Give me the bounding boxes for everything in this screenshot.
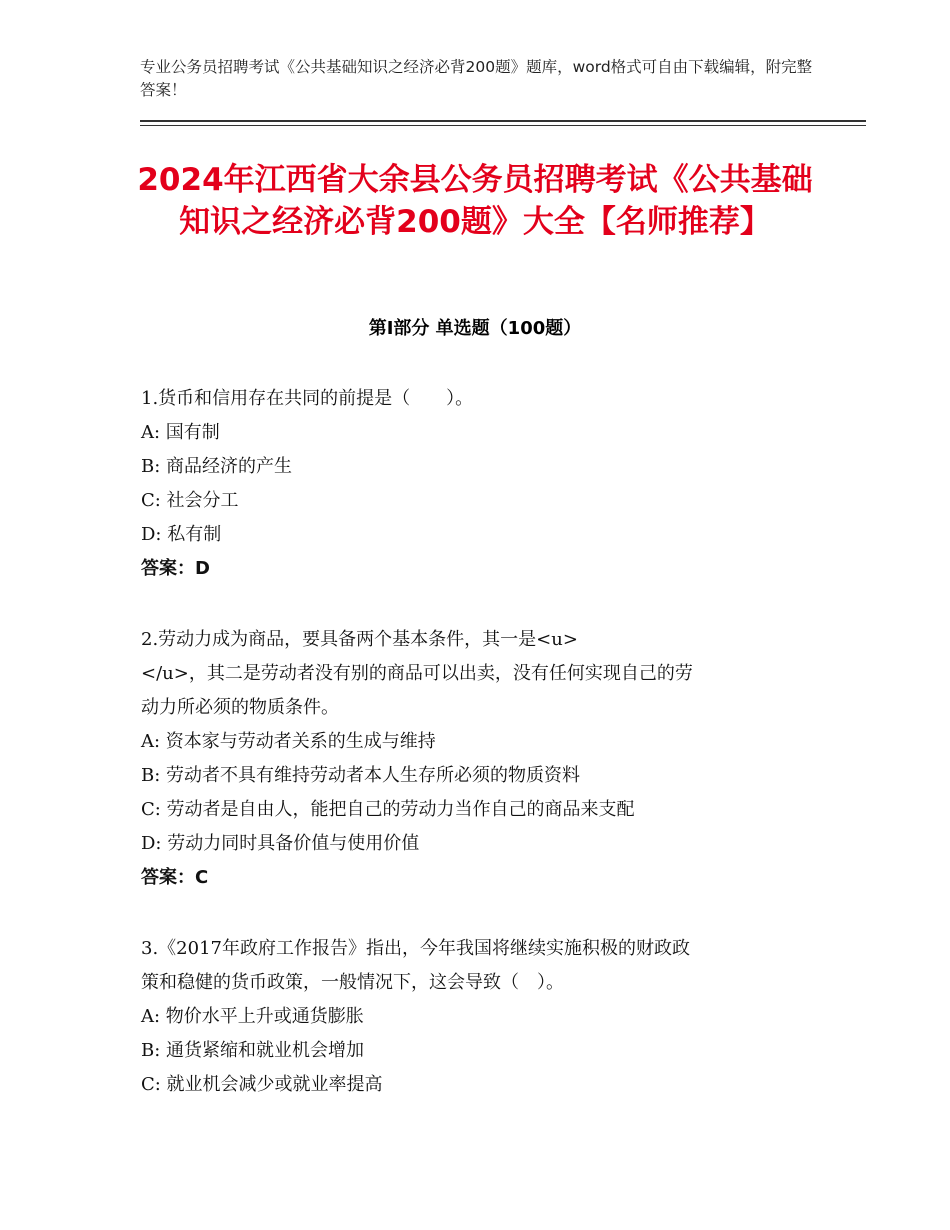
header-note: 专业公务员招聘考试《公共基础知识之经济必背200题》题库，word格式可自由下载编辑，附完整答案！ bbox=[140, 58, 813, 99]
question-stem-line: 动力所必须的物质条件。 bbox=[141, 697, 339, 718]
option-c: C: 就业机会减少或就业率提高 bbox=[141, 1074, 383, 1095]
document-title: 2024年江西省大余县公务员招聘考试《公共基础知识之经济必背200题》大全【名师推荐】 bbox=[137, 162, 813, 240]
option-d: D: 私有制 bbox=[141, 524, 222, 545]
option-a: A: 物价水平上升或通货膨胀 bbox=[141, 1006, 364, 1027]
option-c: C: 社会分工 bbox=[141, 490, 239, 511]
option-a: A: 资本家与劳动者关系的生成与维持 bbox=[141, 731, 436, 752]
answer: 答案：C bbox=[141, 867, 209, 888]
section-title: 第I部分 单选题（100题） bbox=[368, 318, 582, 339]
question-list bbox=[141, 382, 811, 1139]
question-2 bbox=[141, 623, 811, 895]
question-stem-line: 1.货币和信用存在共同的前提是（ ）。 bbox=[141, 388, 474, 409]
option-b: B: 商品经济的产生 bbox=[141, 456, 293, 477]
option-d: D: 劳动力同时具备价值与使用价值 bbox=[141, 833, 420, 854]
question-stem-line: </u>，其二是劳动者没有别的商品可以出卖，没有任何实现自己的劳 bbox=[141, 663, 693, 684]
header-rule-thick bbox=[140, 120, 866, 122]
option-b: B: 劳动者不具有维持劳动者本人生存所必须的物质资料 bbox=[141, 765, 581, 786]
option-b: B: 通货紧缩和就业机会增加 bbox=[141, 1040, 365, 1061]
option-a: A: 国有制 bbox=[141, 422, 220, 443]
question-1 bbox=[141, 382, 811, 586]
header-rule-thin bbox=[140, 125, 866, 126]
option-c: C: 劳动者是自由人，能把自己的劳动力当作自己的商品来支配 bbox=[141, 799, 635, 820]
question-stem-line: 3.《2017年政府工作报告》指出，今年我国将继续实施积极的财政政 bbox=[141, 938, 690, 959]
question-stem-line: 策和稳健的货币政策，一般情况下，这会导致（ ）。 bbox=[141, 972, 564, 993]
question-stem-line: 2.劳动力成为商品，要具备两个基本条件，其一是<u> bbox=[141, 629, 578, 650]
answer: 答案：D bbox=[141, 558, 210, 579]
question-3 bbox=[141, 932, 811, 1102]
